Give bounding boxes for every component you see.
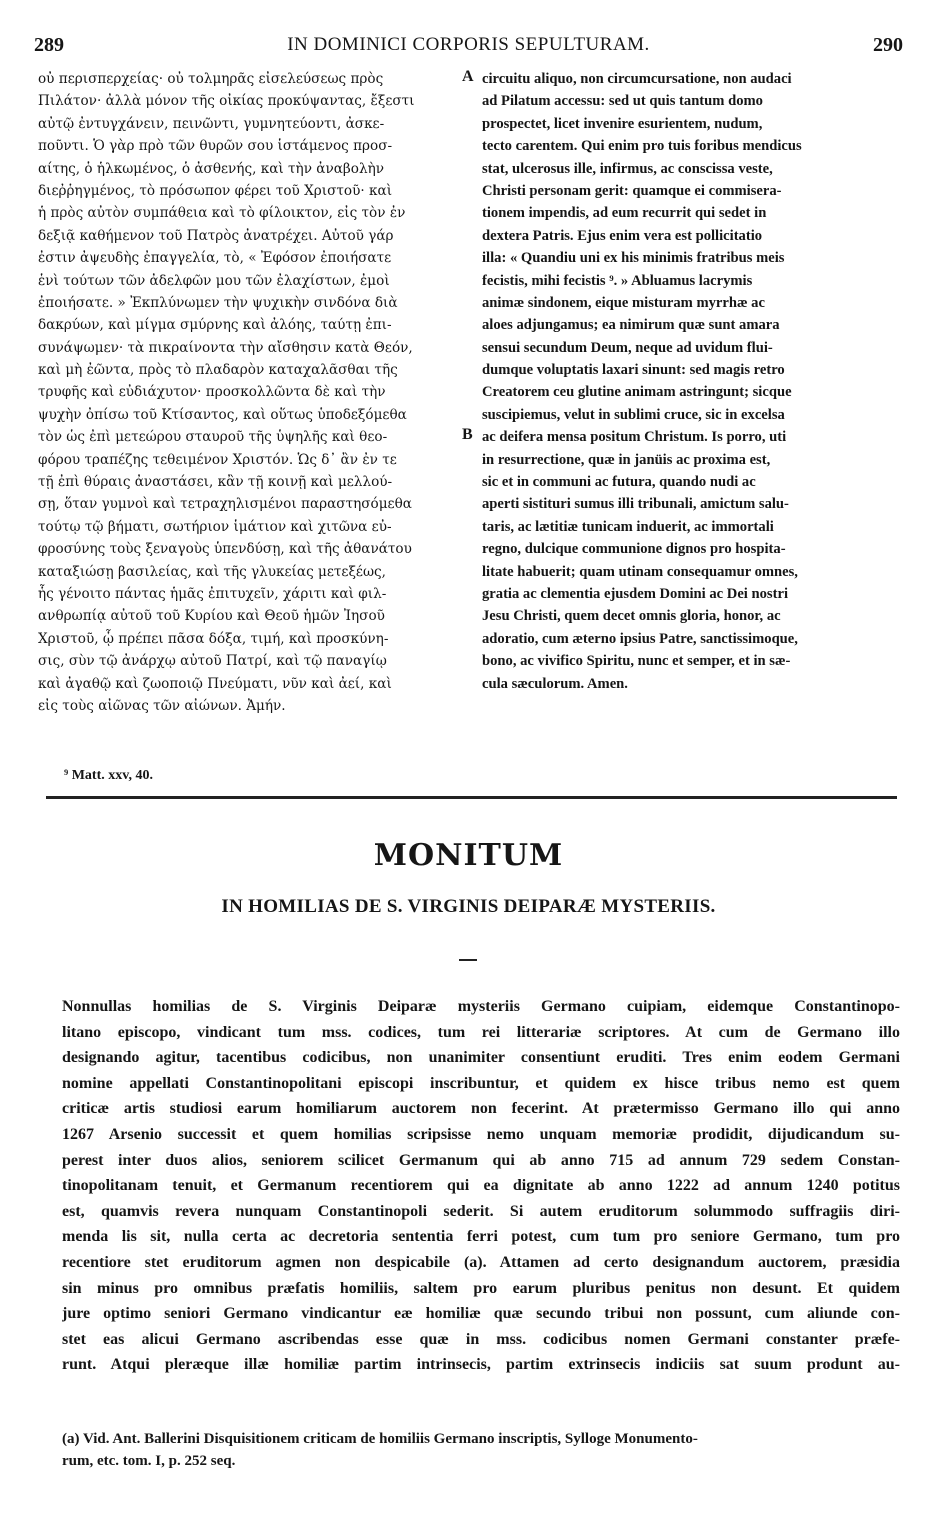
greek-line: τούτῳ τῷ βήματι, σωτήριον ἱμάτιον καὶ χιτῶνα εὐ- <box>38 518 392 535</box>
monitum-line: criticæ artis studiosi earum homiliarum auctorem non fecerint. At prætermisso Germano illo qui anno <box>62 1100 900 1118</box>
running-header <box>34 34 903 60</box>
latin-line: illa: « Quandiu uni ex his minimis fratribus meis <box>482 250 785 267</box>
greek-footnote: ⁹ Matt. xxv, 40. <box>64 768 153 783</box>
latin-line: suscipiemus, velut in sublimi cruce, sic in excelsa <box>482 406 785 423</box>
greek-line: ἧς γένοιτο πάντας ἡμᾶς ἐπιτυχεῖν, χάριτι καὶ φιλ- <box>38 585 387 602</box>
latin-line: Creatorem ceu glutine animam astringunt; sicque <box>482 384 792 401</box>
greek-line: διεῤῥηγμένος, τὸ πρόσωπον φέρει τοῦ Χριστοῦ· καὶ <box>38 182 393 199</box>
greek-line: φροσύνης τοὺς ξεναγοὺς ὑπενδύσῃ, καὶ τῆς ἀθανάτου <box>38 541 412 558</box>
monitum-line: Nonnullas homilias de S. Virginis Deiparæ mysteriis Germano cuipiam, eidemque Constantinopo- <box>62 998 900 1015</box>
monitum-line: sin minus pro omnibus præfatis homiliis, saltem pro earum pluribus penitus non desunt. Et quidem <box>62 1279 900 1297</box>
greek-line: οὐ περισπερχείας· οὐ τολμηρᾶς εἰσελεύσεως πρὸς <box>38 71 384 87</box>
monitum-line: jure optimo seniori Germano vindicantur eæ homiliæ quæ secundo tribui non possunt, cum aliunde con- <box>62 1305 900 1323</box>
running-title: IN DOMINICI CORPORIS SEPULTURAM. <box>287 34 650 55</box>
latin-line: circuitu aliquo, non circumcursatione, non audaci <box>482 71 792 87</box>
latin-line: dumque voluptatis laxari sinunt: sed magis retro <box>482 362 785 379</box>
greek-line: συνάψωμεν· τὰ πικραίνοντα τὴν αἴσθησιν κατὰ Θεόν, <box>38 339 413 356</box>
latin-line: sensui secundum Deum, neque ad uvidum flui- <box>482 339 773 356</box>
greek-text-column <box>38 68 458 717</box>
greek-line: Χριστοῦ, ᾧ πρέπει πᾶσα δόξα, τιμή, καὶ προσκύνη- <box>38 630 389 647</box>
greek-line: καὶ ἀγαθῷ καὶ ζωοποιῷ Πνεύματι, νῦν καὶ ἀεί, καὶ <box>38 675 392 692</box>
latin-line: stat, ulcerosus ille, infirmus, ac conscissa veste, <box>482 160 773 177</box>
monitum-line: 1267 Arsenio successit et quem homilias scripsisse nemo unquam memoriæ prodidit, dijudicandum su- <box>62 1125 900 1143</box>
monitum-line: runt. Atqui pleræque illæ homiliæ partim intrinsecis, partim extrinsecis indiciis sat suum produnt au- <box>62 1356 900 1374</box>
latin-line: Christi personam gerit: quamque ei commisera- <box>482 182 782 199</box>
latin-line: tionem impendis, ad eum recurrit qui sedet in <box>482 205 767 222</box>
latin-line: ad Pilatum accessu: sed ut quis tantum domo <box>482 93 763 110</box>
latin-line: prospectet, licet invenire esurientem, nudum, <box>482 115 763 132</box>
greek-line: αὐτῷ ἐντυγχάνειν, πεινῶντι, γυμνητεύοντι, ἀσκε- <box>38 115 385 132</box>
greek-line: ἑνὶ τούτων τῶν ἀδελφῶν μου τῶν ἐλαχίστων, ἐμοὶ <box>38 272 390 289</box>
page-number-right: 290 <box>873 34 903 56</box>
latin-line: regno, dulcique communione dignos pro hospita- <box>482 541 786 558</box>
monitum-line: designando agitur, tacentibus codicibus, non unanimiter consentiunt eruditi. Tres enim eodem Germani <box>62 1049 900 1067</box>
monitum-line: menda lis sit, nulla certa ac decretoria sententia ferri potest, cum tum pro seniore Germano, tum pro <box>62 1228 900 1246</box>
monitum-line: stet eas alicui Germano ascribendas esse quæ in mss. codicibus nomen Germani constanter præfe- <box>62 1330 900 1348</box>
latin-line: taris, ac lætitiæ tunicam induerit, ac immortali <box>482 518 774 535</box>
latin-line: dextera Patris. Ejus enim vera est pollicitatio <box>482 227 763 244</box>
greek-line: καὶ μὴ ἐῶντα, πρὸς τὸ πλαδαρὸν καταχαλᾶσθαι τῆς <box>38 362 398 379</box>
greek-line: τὸν ὡς ἐπὶ μετεώρου σταυροῦ τῆς ὑψηλῆς καὶ θεο- <box>38 429 388 446</box>
greek-line: εἰς τοὺς αἰῶνας τῶν αἰώνων. Ἀμήν. <box>38 697 286 714</box>
greek-line: δακρύων, καὶ μίγμα σμύρνης καὶ ἀλόης, ταύτῃ ἐπι- <box>38 317 392 334</box>
greek-line: καταξιώσῃ βασιλείας, καὶ τῆς γλυκείας μετεξέως, <box>38 563 386 580</box>
latin-line: adoratio, cum æterno ipsius Patre, sanctissimoque, <box>482 630 798 647</box>
latin-line: in resurrectione, quæ in janüis ac proxima est, <box>482 451 771 468</box>
latin-line: fecistis, mihi fecistis ⁹. » Abluamus lacrymis <box>482 272 753 289</box>
monitum-line: perest inter duos alios, seniorem scilicet Germanum qui ab anno 715 ad annum 729 sedem Constan- <box>62 1151 900 1169</box>
greek-line: ἡ πρὸς αὐτὸν συμπάθεια καὶ τὸ φίλοικτον, εἰς τὸν ἐν <box>38 205 406 222</box>
monitum-title: MONITUM <box>373 838 564 873</box>
greek-line: σῃ, ὅταν γυμνοὶ καὶ τετραχηλισμένοι παραστησόμεθα <box>38 496 412 513</box>
bottom-footnote <box>62 1428 900 1472</box>
greek-line: ἐστιν ἀψευδὴς ἐπαγγελία, τὸ, « Ἐφόσον ἐποιήσατε <box>38 250 392 267</box>
latin-line: litate habuerit; quam utinam consequamur omnes, <box>482 563 798 580</box>
monitum-subtitle: IN HOMILIAS DE S. VIRGINIS DEIPARÆ MYSTERIIS. <box>221 896 716 917</box>
latin-line: tecto carentem. Qui enim pro tuis foribus mendicus <box>482 138 802 155</box>
greek-line: φόρου τραπέζης τεθειμένον Χριστόν. Ὡς δ᾽ ἂν ἐν τε <box>38 451 397 468</box>
monitum-line: est, quamvis revera nunquam Constantinopoli sederit. Si autem eruditorum solummodo suffragiis diri- <box>62 1202 900 1220</box>
footnote-line: rum, etc. tom. I, p. 252 seq. <box>62 1453 236 1469</box>
latin-line: Jesu Christi, quem decet omnis gloria, honor, ac <box>482 608 781 625</box>
latin-line: ac deifera mensa positum Christum. Is porro, uti <box>482 429 787 446</box>
title-dash <box>459 959 477 961</box>
greek-line: ποῦντι. Ὁ γὰρ πρὸ τῶν θυρῶν σου ἱστάμενος προσ- <box>38 138 393 155</box>
greek-line: τρυφῆς καὶ εὐδιάχυτον· προσκολλῶντα δὲ καὶ τὴν <box>38 384 386 401</box>
latin-line: gratia ac clementia ejusdem Domini ac Dei nostri <box>482 585 788 602</box>
footnote-line: (a) Vid. Ant. Ballerini Disquisitionem criticam de homiliis Germano inscriptis, Sylloge Monumento- <box>62 1431 698 1447</box>
section-divider <box>46 796 897 799</box>
greek-line: ἐποιήσατε. » Ἐκπλύνωμεν τὴν ψυχικὴν σινδόνα διὰ <box>38 294 398 311</box>
greek-line: αίτης, ὁ ἡλκωμένος, ὁ ἀσθενής, καὶ τὴν ἀναβολὴν <box>38 160 384 177</box>
latin-line: aloes adjungamus; ea nimirum quæ sunt amara <box>482 317 780 334</box>
latin-text-column <box>482 68 900 695</box>
greek-line: Πιλάτον· ἀλλὰ μόνον τῆς οἰκίας προκύψαντας, ἔξεστι <box>38 93 415 110</box>
page-number-left: 289 <box>34 34 64 56</box>
latin-line: sic et in communi ac futura, quando nudi ac <box>482 474 756 491</box>
latin-line: bono, ac vivifico Spiritu, nunc et semper, et in sæ- <box>482 653 791 670</box>
monitum-body <box>62 994 900 1378</box>
greek-line: δεξιᾷ καθήμενον τοῦ Πατρὸς ἀνατρέχει. Αὐτοῦ γάρ <box>38 227 394 244</box>
monitum-line: litano episcopo, vindicant tum mss. codices, tum rei litterariæ scriptores. At cum de Germano illo <box>62 1023 900 1041</box>
greek-line: ψυχὴν ὀπίσω τοῦ Κτίσαντος, καὶ οὕτως ὑποδεξόμεθα <box>38 406 407 423</box>
column-marker-b: B <box>462 426 473 443</box>
monitum-line: nomine appellati Constantinopolitani episcopi inscribuntur, et quidem ex hisce tribus nemo est quem <box>62 1074 900 1092</box>
latin-line: aperti sistituri sumus illi tribunali, amictum salu- <box>482 496 789 513</box>
greek-line: σις, σὺν τῷ ἀνάρχῳ αὐτοῦ Πατρί, καὶ τῷ παναγίῳ <box>38 653 387 670</box>
greek-line: ανθρωπίᾳ αὐτοῦ τοῦ Κυρίου καὶ Θεοῦ ἡμῶν Ἰησοῦ <box>38 608 385 625</box>
greek-line: τῇ ἐπὶ θύραις ἀναστάσει, κἂν τῇ κοινῇ καὶ μελλού- <box>38 474 393 491</box>
column-marker-a: A <box>462 68 474 85</box>
latin-line: cula sæculorum. Amen. <box>482 675 628 692</box>
monitum-line: tinopolitanam tenuit, et Germanum recentiorem qui ea dignitate ab anno 1222 ad annum 1240 potitus <box>62 1177 900 1195</box>
latin-line: animæ sindonem, eique misturam myrrhæ ac <box>482 294 765 311</box>
monitum-line: recentiore stet eruditorum agmen non despicabile (a). Attamen ad certo designandum auctorem, præsidia <box>62 1253 900 1271</box>
